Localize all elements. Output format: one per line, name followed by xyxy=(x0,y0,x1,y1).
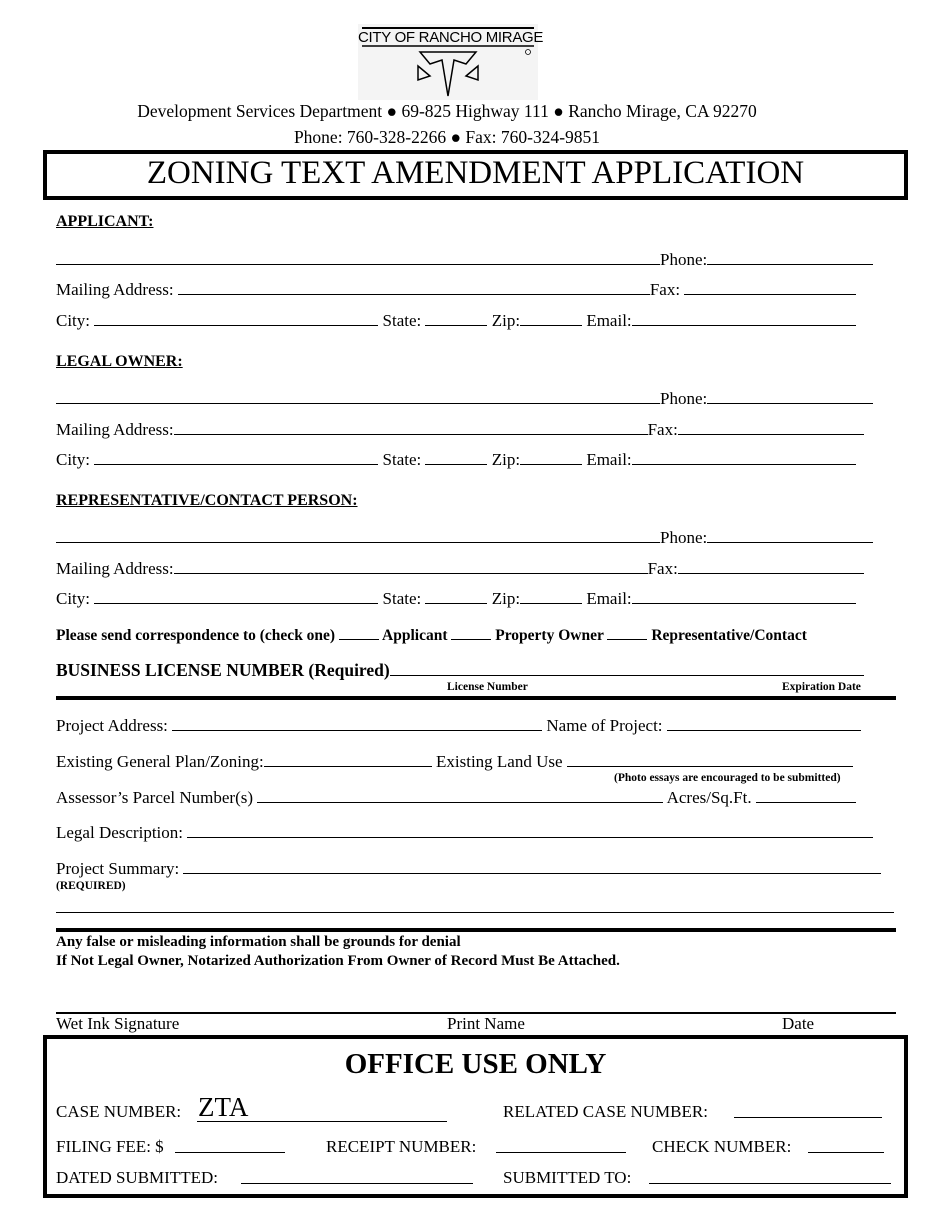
land-use-field[interactable] xyxy=(567,752,853,767)
label-land-use: Existing Land Use xyxy=(436,752,563,771)
project-summary-row xyxy=(56,859,881,879)
related-case-label: RELATED CASE NUMBER: xyxy=(503,1102,708,1121)
applicant-name-field[interactable] xyxy=(56,250,660,265)
department-phone: Phone: 760-328-2266 ● Fax: 760-324-9851 xyxy=(293,127,601,147)
owner-state-field[interactable] xyxy=(425,450,487,465)
owner-address-row xyxy=(56,420,864,440)
label-city: City: xyxy=(56,450,91,469)
rep-city-field[interactable] xyxy=(94,589,378,604)
general-plan-row xyxy=(56,752,853,772)
rep-email-field[interactable] xyxy=(632,589,856,604)
section-applicant: APPLICANT: xyxy=(56,213,154,230)
rep-address-field[interactable] xyxy=(174,559,648,574)
applicant-address-row xyxy=(56,280,856,300)
label-zip: Zip: xyxy=(491,311,521,330)
label-acres: Acres/Sq.Ft. xyxy=(666,788,752,807)
label-phone: Phone: xyxy=(660,528,708,547)
applicant-city-row xyxy=(56,311,856,331)
business-license-label: BUSINESS LICENSE NUMBER (Required) xyxy=(56,660,390,680)
option-representative: Representative/Contact xyxy=(651,627,807,644)
owner-name-row xyxy=(56,389,873,409)
label-phone: Phone: xyxy=(660,389,708,408)
notice-line-1: Any false or misleading information shall be grounds for denial xyxy=(56,934,461,950)
applicant-city-field[interactable] xyxy=(94,311,378,326)
notice-line-2: If Not Legal Owner, Notarized Authorization From Owner of Record Must Be Attached. xyxy=(56,953,620,969)
correspondence-prompt: Please send correspondence to (check one) xyxy=(56,627,336,644)
filing-fee-label: FILING FEE: $ xyxy=(56,1137,164,1156)
department-address: Development Services Department ● 69-825 Highway 111 ● Rancho Mirage, CA 92270 xyxy=(137,101,757,121)
label-mailing-address: Mailing Address: xyxy=(56,280,174,299)
label-fax: Fax: xyxy=(647,420,678,439)
section-representative: REPRESENTATIVE/CONTACT PERSON: xyxy=(56,492,358,509)
owner-zip-field[interactable] xyxy=(520,450,582,465)
apn-field[interactable] xyxy=(257,788,663,803)
label-fax: Fax: xyxy=(647,559,678,578)
photo-essay-note: (Photo essays are encouraged to be submitted) xyxy=(614,772,841,784)
owner-email-field[interactable] xyxy=(632,450,856,465)
case-number-label: CASE NUMBER: xyxy=(56,1102,182,1121)
project-address-field[interactable] xyxy=(172,716,542,731)
label-apn: Assessor’s Parcel Number(s) xyxy=(56,788,254,807)
label-state: State: xyxy=(382,589,422,608)
rep-fax-field[interactable] xyxy=(678,559,864,574)
owner-phone-field[interactable] xyxy=(707,389,873,404)
label-project-address: Project Address: xyxy=(56,716,168,735)
section-divider xyxy=(56,696,896,700)
owner-city-field[interactable] xyxy=(94,450,378,465)
filing-fee-field[interactable] xyxy=(175,1137,285,1153)
case-prefix: ZTA xyxy=(198,1092,249,1122)
submitted-to-field[interactable] xyxy=(649,1168,891,1184)
project-name-field[interactable] xyxy=(667,716,861,731)
rep-name-field[interactable] xyxy=(56,528,660,543)
dated-submitted-label: DATED SUBMITTED: xyxy=(56,1168,218,1187)
business-license-field[interactable] xyxy=(390,661,864,676)
label-project-summary: Project Summary: xyxy=(56,859,180,878)
correspondence-row xyxy=(56,625,807,645)
acres-field[interactable] xyxy=(756,788,856,803)
office-use-title: OFFICE USE ONLY xyxy=(344,1048,607,1080)
project-address-row xyxy=(56,716,861,736)
expiration-date-caption: Expiration Date xyxy=(782,681,861,693)
rep-state-field[interactable] xyxy=(425,589,487,604)
label-zip: Zip: xyxy=(491,450,521,469)
check-number-field[interactable] xyxy=(808,1137,884,1153)
label-email: Email: xyxy=(586,450,632,469)
logo-text: CITY OF RANCHO MIRAGE xyxy=(358,29,544,46)
label-email: Email: xyxy=(586,311,632,330)
label-phone: Phone: xyxy=(660,250,708,269)
label-fax: Fax: xyxy=(649,280,681,299)
check-property-owner[interactable] xyxy=(451,625,491,640)
print-name-label: Print Name xyxy=(447,1014,525,1033)
required-note: (REQUIRED) xyxy=(56,880,126,892)
label-city: City: xyxy=(56,589,91,608)
owner-name-field[interactable] xyxy=(56,389,660,404)
applicant-phone-field[interactable] xyxy=(707,250,873,265)
owner-city-row xyxy=(56,450,856,470)
general-plan-field[interactable] xyxy=(264,752,432,767)
label-city: City: xyxy=(56,311,91,330)
rep-name-row xyxy=(56,528,873,548)
wet-ink-signature-label: Wet Ink Signature xyxy=(56,1014,180,1033)
applicant-email-field[interactable] xyxy=(632,311,856,326)
date-label: Date xyxy=(782,1014,815,1033)
label-mailing-address: Mailing Address: xyxy=(56,559,174,578)
project-summary-line-2[interactable] xyxy=(56,912,894,913)
applicant-name-row xyxy=(56,250,873,270)
applicant-state-field[interactable] xyxy=(425,311,487,326)
label-state: State: xyxy=(382,450,422,469)
business-license-row xyxy=(56,660,864,681)
rep-phone-field[interactable] xyxy=(707,528,873,543)
receipt-number-field[interactable] xyxy=(496,1137,626,1153)
related-case-field[interactable] xyxy=(734,1102,882,1118)
receipt-number-label: RECEIPT NUMBER: xyxy=(326,1137,477,1156)
applicant-zip-field[interactable] xyxy=(520,311,582,326)
label-mailing-address: Mailing Address: xyxy=(56,420,174,439)
option-applicant: Applicant xyxy=(382,627,448,644)
owner-fax-field[interactable] xyxy=(678,420,864,435)
license-number-caption: License Number xyxy=(447,681,528,693)
label-general-plan: Existing General Plan/Zoning: xyxy=(56,752,264,771)
apn-row xyxy=(56,788,856,808)
applicant-fax-field[interactable] xyxy=(684,280,856,295)
rep-address-row xyxy=(56,559,864,579)
label-legal-description: Legal Description: xyxy=(56,823,183,842)
form-title: ZONING TEXT AMENDMENT APPLICATION xyxy=(146,155,805,191)
label-zip: Zip: xyxy=(491,589,521,608)
option-property-owner: Property Owner xyxy=(495,627,604,644)
applicant-address-field[interactable] xyxy=(178,280,650,295)
notice-divider xyxy=(56,928,896,932)
label-email: Email: xyxy=(586,589,632,608)
submitted-to-label: SUBMITTED TO: xyxy=(503,1168,632,1187)
check-applicant[interactable] xyxy=(339,625,379,640)
legal-description-field[interactable] xyxy=(187,823,873,838)
city-logo xyxy=(358,24,544,100)
section-legal-owner: LEGAL OWNER: xyxy=(56,353,183,370)
check-number-label: CHECK NUMBER: xyxy=(652,1137,792,1156)
dated-submitted-field[interactable] xyxy=(241,1168,473,1184)
owner-address-field[interactable] xyxy=(174,420,648,435)
label-state: State: xyxy=(382,311,422,330)
rep-zip-field[interactable] xyxy=(520,589,582,604)
rep-city-row xyxy=(56,589,856,609)
check-representative[interactable] xyxy=(607,625,647,640)
legal-description-row xyxy=(56,823,873,843)
label-project-name: Name of Project: xyxy=(546,716,663,735)
project-summary-field[interactable] xyxy=(183,859,881,874)
